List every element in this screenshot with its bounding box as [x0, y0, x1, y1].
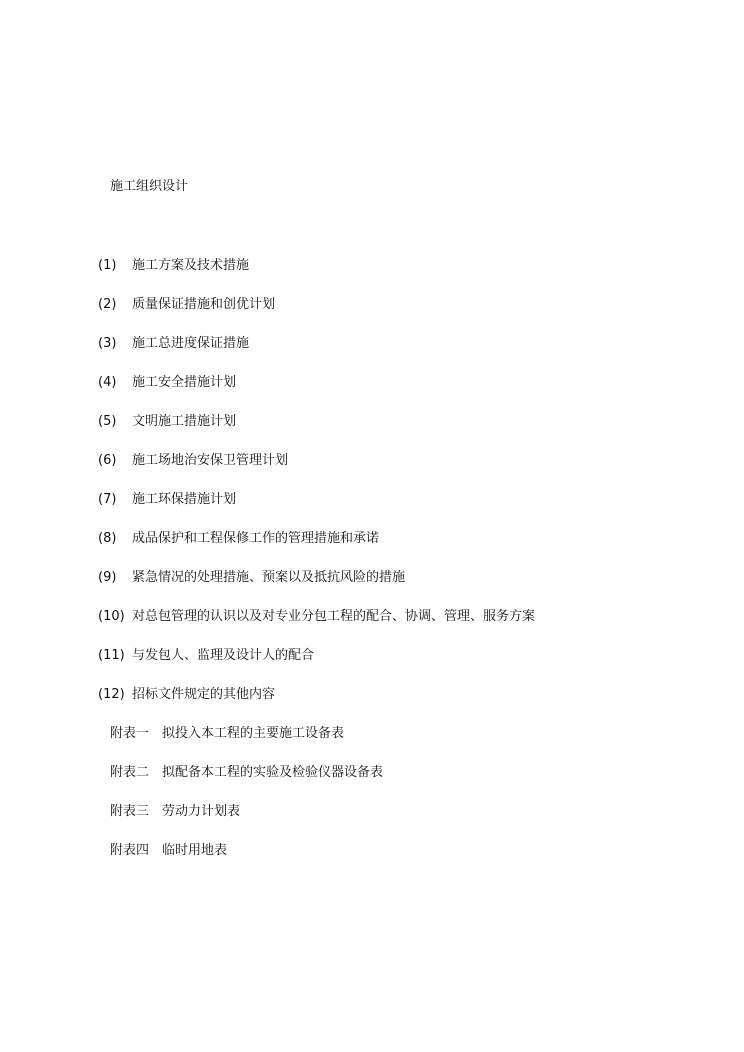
- appendix-list: [110, 725, 710, 881]
- appendix-item-4: [110, 842, 710, 881]
- toc-number: (3): [98, 336, 117, 351]
- toc-number: (6): [98, 453, 117, 468]
- toc-text: 与发包人、监理及设计人的配合: [132, 648, 315, 663]
- toc-item-2: [98, 296, 718, 335]
- appendix-label: 附表三: [110, 804, 150, 819]
- toc-number: (11): [98, 648, 125, 663]
- toc-item-7: [98, 491, 718, 530]
- toc-number: (8): [98, 531, 117, 546]
- toc-text: 施工场地治安保卫管理计划: [132, 453, 289, 468]
- toc-number: (10): [98, 609, 125, 624]
- toc-number: (12): [98, 687, 125, 702]
- toc-number: (5): [98, 414, 117, 429]
- toc-item-12: [98, 686, 718, 725]
- toc-text: 施工总进度保证措施: [132, 336, 250, 351]
- toc-text: 对总包管理的认识以及对专业分包工程的配合、协调、管理、服务方案: [132, 609, 536, 624]
- toc-text: 施工方案及技术措施: [132, 258, 250, 273]
- appendix-label: 附表一: [110, 726, 150, 741]
- document-title: 施工组织设计: [110, 179, 189, 194]
- toc-number: (9): [98, 570, 117, 585]
- toc-item-6: [98, 452, 718, 491]
- table-of-contents: [98, 257, 718, 725]
- appendix-item-2: [110, 764, 710, 803]
- appendix-text: 劳动力计划表: [162, 804, 241, 819]
- toc-item-3: [98, 335, 718, 374]
- toc-item-9: [98, 569, 718, 608]
- toc-text: 紧急情况的处理措施、预案以及抵抗风险的措施: [132, 570, 406, 585]
- toc-item-5: [98, 413, 718, 452]
- toc-number: (4): [98, 375, 117, 390]
- toc-text: 招标文件规定的其他内容: [132, 687, 276, 702]
- toc-text: 施工安全措施计划: [132, 375, 237, 390]
- appendix-item-1: [110, 725, 710, 764]
- toc-text: 文明施工措施计划: [132, 414, 237, 429]
- appendix-label: 附表二: [110, 765, 150, 780]
- toc-item-4: [98, 374, 718, 413]
- toc-text: 质量保证措施和创优计划: [132, 297, 276, 312]
- toc-text: 施工环保措施计划: [132, 492, 237, 507]
- toc-number: (2): [98, 297, 117, 312]
- toc-item-1: [98, 257, 718, 296]
- appendix-item-3: [110, 803, 710, 842]
- appendix-text: 临时用地表: [162, 843, 228, 858]
- toc-item-8: [98, 530, 718, 569]
- appendix-label: 附表四: [110, 843, 150, 858]
- appendix-text: 拟配备本工程的实验及检验仪器设备表: [162, 765, 384, 780]
- toc-number: (7): [98, 492, 117, 507]
- toc-text: 成品保护和工程保修工作的管理措施和承诺: [132, 531, 380, 546]
- toc-item-11: [98, 647, 718, 686]
- toc-item-10: [98, 608, 718, 647]
- toc-number: (1): [98, 258, 117, 273]
- appendix-text: 拟投入本工程的主要施工设备表: [162, 726, 345, 741]
